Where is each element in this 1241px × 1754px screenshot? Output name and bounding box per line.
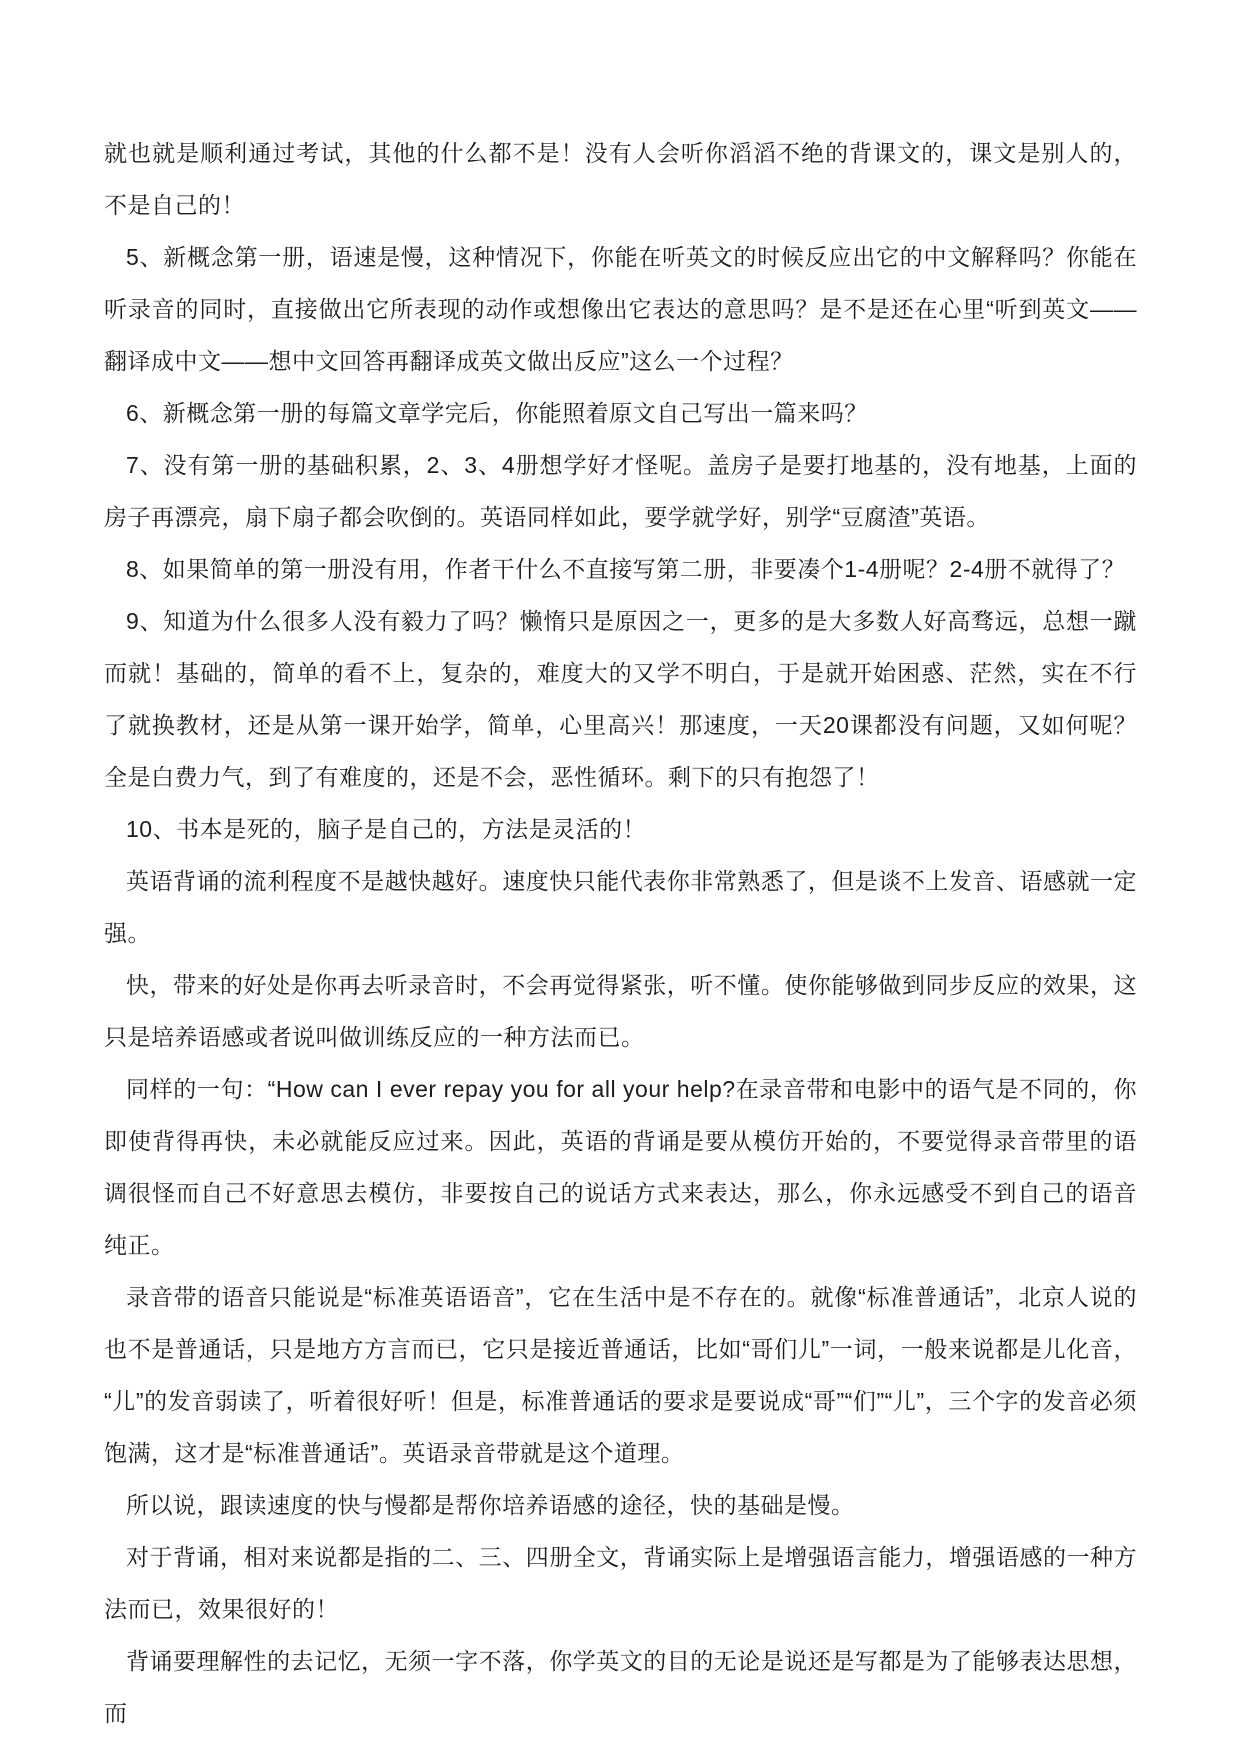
paragraph: 快，带来的好处是你再去听录音时，不会再觉得紧张，听不懂。使你能够做到同步反应的效果，这只是培养语感或者说叫做训练反应的一种方法而已。 xyxy=(104,972,1137,1050)
paragraph: 就也就是顺利通过考试，其他的什么都不是！没有人会听你滔滔不绝的背课文的，课文是别人的，不是自己的！ xyxy=(104,140,1137,218)
paragraph: 7、没有第一册的基础积累，2、3、4册想学好才怪呢。盖房子是要打地基的，没有地基，上面的房子再漂亮，扇下扇子都会吹倒的。英语同样如此，要学就学好，别学“豆腐渣”英语。 xyxy=(104,452,1137,530)
paragraph: 10、书本是死的，脑子是自己的，方法是灵活的！ xyxy=(126,816,647,842)
paragraph: 5、新概念第一册，语速是慢，这种情况下，你能在听英文的时候反应出它的中文解释吗？你能在听录音的同时，直接做出它所表现的动作或想像出它表达的意思吗？是不是还在心里“听到英文——翻译成中文——想中文回答再翻译成英文做出反应”这么一个过程？ xyxy=(104,244,1137,374)
document-body xyxy=(104,127,1137,1739)
paragraph: 9、知道为什么很多人没有毅力了吗？懒惰只是原因之一，更多的是大多数人好高骛远，总想一蹴而就！基础的，简单的看不上，复杂的，难度大的又学不明白，于是就开始困惑、茫然，实在不行了就换教材，还是从第一课开始学，简单，心里高兴！那速度，一天20课都没有问题，又如何呢？全是白费力气，到了有难度的，还是不会，恶性循环。剩下的只有抱怨了！ xyxy=(104,608,1137,790)
paragraph: 录音带的语音只能说是“标准英语语音”，它在生活中是不存在的。就像“标准普通话”，北京人说的也不是普通话，只是地方方言而已，它只是接近普通话，比如“哥们儿”一词，一般来说都是儿化音，“儿”的发音弱读了，听着很好听！但是，标准普通话的要求是要说成“哥”“们”“儿”，三个字的发音必须饱满，这才是“标准普通话”。英语录音带就是这个道理。 xyxy=(104,1284,1137,1466)
paragraph: 8、如果简单的第一册没有用，作者干什么不直接写第二册，非要凑个1-4册呢？2-4册不就得了？ xyxy=(126,556,1126,582)
paragraph: 对于背诵，相对来说都是指的二、三、四册全文，背诵实际上是增强语言能力，增强语感的一种方法而已，效果很好的！ xyxy=(104,1544,1137,1622)
paragraph: 背诵要理解性的去记忆，无须一字不落，你学英文的目的无论是说还是写都是为了能够表达思想，而 xyxy=(104,1648,1137,1726)
paragraph: 同样的一句：“How can I ever repay you for all your help?在录音带和电影中的语气是不同的，你即使背得再快，未必就能反应过来。因此，英语的背诵是要从模仿开始的，不要觉得录音带里的语调很怪而自己不好意思去模仿，非要按自己的说话方式来表达，那么，你永远感受不到自己的语音纯正。 xyxy=(104,1076,1137,1258)
paragraph: 所以说，跟读速度的快与慢都是帮你培养语感的途径，快的基础是慢。 xyxy=(126,1492,855,1518)
paragraph: 6、新概念第一册的每篇文章学完后，你能照着原文自己写出一篇来吗？ xyxy=(126,400,868,426)
paragraph: 英语背诵的流利程度不是越快越好。速度快只能代表你非常熟悉了，但是谈不上发音、语感就一定强。 xyxy=(104,868,1137,946)
